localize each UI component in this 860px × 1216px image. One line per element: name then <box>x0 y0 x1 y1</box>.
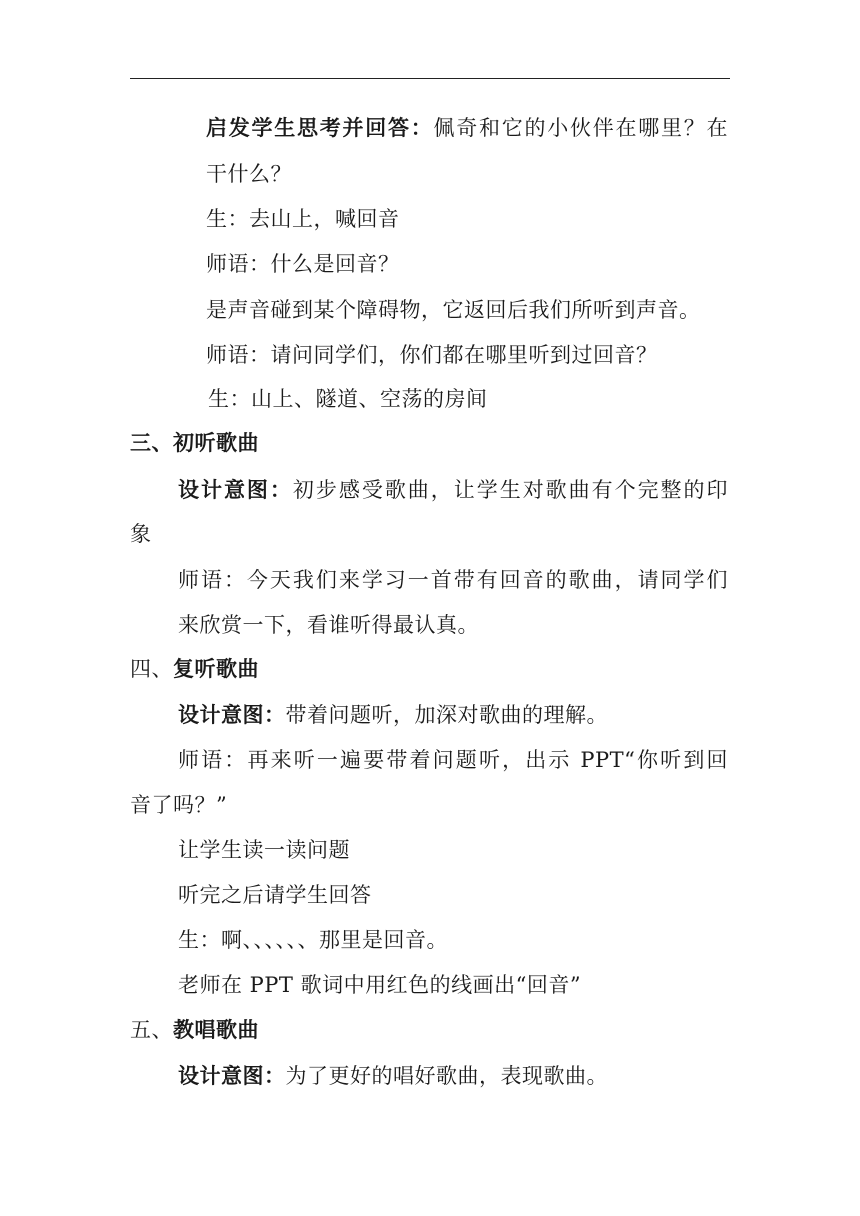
text-line: 师语：今天我们来学习一首带有回音的歌曲，请同学们 <box>178 568 728 592</box>
text-line: 生：山上、隧道、空荡的房间 <box>208 387 488 411</box>
section-heading: 四、复听歌曲 <box>130 656 259 681</box>
text-line: 设计意图：为了更好的唱好歌曲，表现歌曲。 <box>178 1063 608 1088</box>
header-rule <box>130 78 730 79</box>
text-line: 启发学生思考并回答：佩奇和它的小伙伴在哪里？在 <box>206 115 728 140</box>
text-line: 师语：请问同学们，你们都在哪里听到过回音？ <box>206 343 658 367</box>
text-line: 象 <box>130 522 152 546</box>
text-line: 师语：什么是回音？ <box>206 252 400 276</box>
text-line: 师语：再来听一遍要带着问题听，出示 PPT“你听到回 <box>178 748 728 772</box>
text-line: 让学生读一读问题 <box>178 838 350 862</box>
text-line: 设计意图：带着问题听，加深对歌曲的理解。 <box>178 702 608 727</box>
text-line: 设计意图：初步感受歌曲，让学生对歌曲有个完整的印 <box>178 477 729 502</box>
text-line: 老师在 PPT 歌词中用红色的线画出“回音” <box>178 973 582 997</box>
text-line: 生：去山上，喊回音 <box>206 207 400 231</box>
section-heading: 三、初听歌曲 <box>130 430 259 455</box>
text-line: 来欣赏一下，看谁听得最认真。 <box>178 613 479 637</box>
text-line: 干什么？ <box>206 162 292 186</box>
text-line: 听完之后请学生回答 <box>178 883 372 907</box>
text-line: 生：啊、、、、、、那里是回音。 <box>178 928 448 952</box>
text-line: 音了吗？” <box>130 793 228 817</box>
text-line: 是声音碰到某个障碍物，它返回后我们所听到声音。 <box>206 298 701 322</box>
section-heading: 五、教唱歌曲 <box>130 1017 259 1042</box>
